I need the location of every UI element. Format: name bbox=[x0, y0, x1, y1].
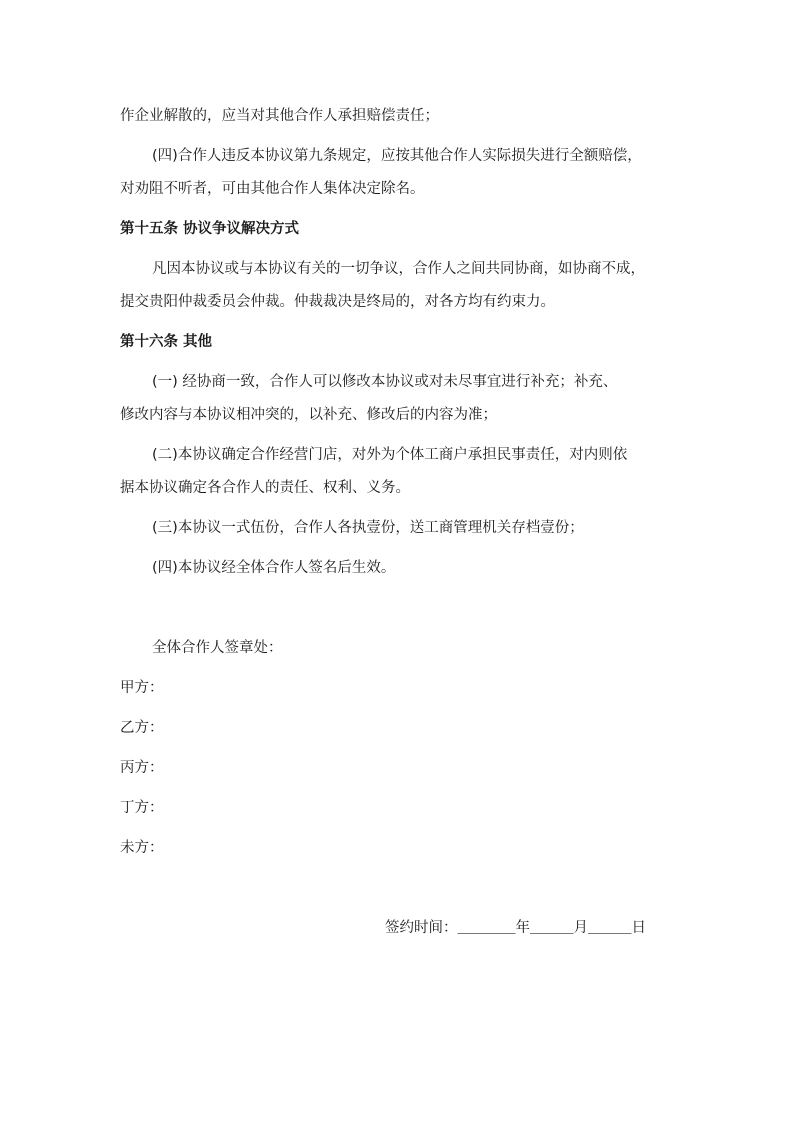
article-16-item-2-line-2: 据本协议确定各合作人的责任、权利、义务。 bbox=[120, 480, 410, 496]
article-16-item-1-line-1: (一) 经协商一致，合作人可以修改本协议或对未尽事宜进行补充；补充、 bbox=[152, 374, 618, 390]
article-16-item-2-line-1: (二)本协议确定合作经营门店，对外为个体工商户承担民事责任，对内则依 bbox=[152, 447, 628, 463]
paragraph-continuation: 作企业解散的，应当对其他合作人承担赔偿责任； bbox=[120, 108, 439, 124]
party-e-label: 未方： bbox=[120, 840, 164, 856]
signature-section-title: 全体合作人签章处： bbox=[152, 640, 283, 656]
article-16-item-1-line-2: 修改内容与本协议相冲突的，以补充、修改后的内容为准； bbox=[120, 407, 497, 423]
article-15-heading: 第十五条 协议争议解决方式 bbox=[120, 221, 300, 237]
party-b-label: 乙方： bbox=[120, 720, 164, 736]
clause-4-line-2: 对劝阻不听者，可由其他合作人集体决定除名。 bbox=[120, 181, 425, 197]
article-16-item-3: (三)本协议一式伍份，合作人各执壹份，送工商管理机关存档壹份； bbox=[152, 520, 584, 536]
party-a-label: 甲方： bbox=[120, 680, 164, 696]
signing-date-line: 签约时间：＿＿＿＿年＿＿＿月＿＿＿日 bbox=[385, 920, 646, 936]
article-16-heading: 第十六条 其他 bbox=[120, 334, 213, 350]
article-15-line-2: 提交贵阳仲裁委员会仲裁。仲裁裁决是终局的，对各方均有约束力。 bbox=[120, 294, 555, 310]
clause-4-line-1: (四)合作人违反本协议第九条规定，应按其他合作人实际损失进行全额赔偿， bbox=[152, 148, 642, 164]
article-16-item-4: (四)本协议经全体合作人签名后生效。 bbox=[152, 560, 396, 576]
party-c-label: 丙方： bbox=[120, 760, 164, 776]
article-15-line-1: 凡因本协议或与本协议有关的一切争议，合作人之间共同协商，如协商不成， bbox=[152, 261, 645, 277]
party-d-label: 丁方： bbox=[120, 800, 164, 816]
